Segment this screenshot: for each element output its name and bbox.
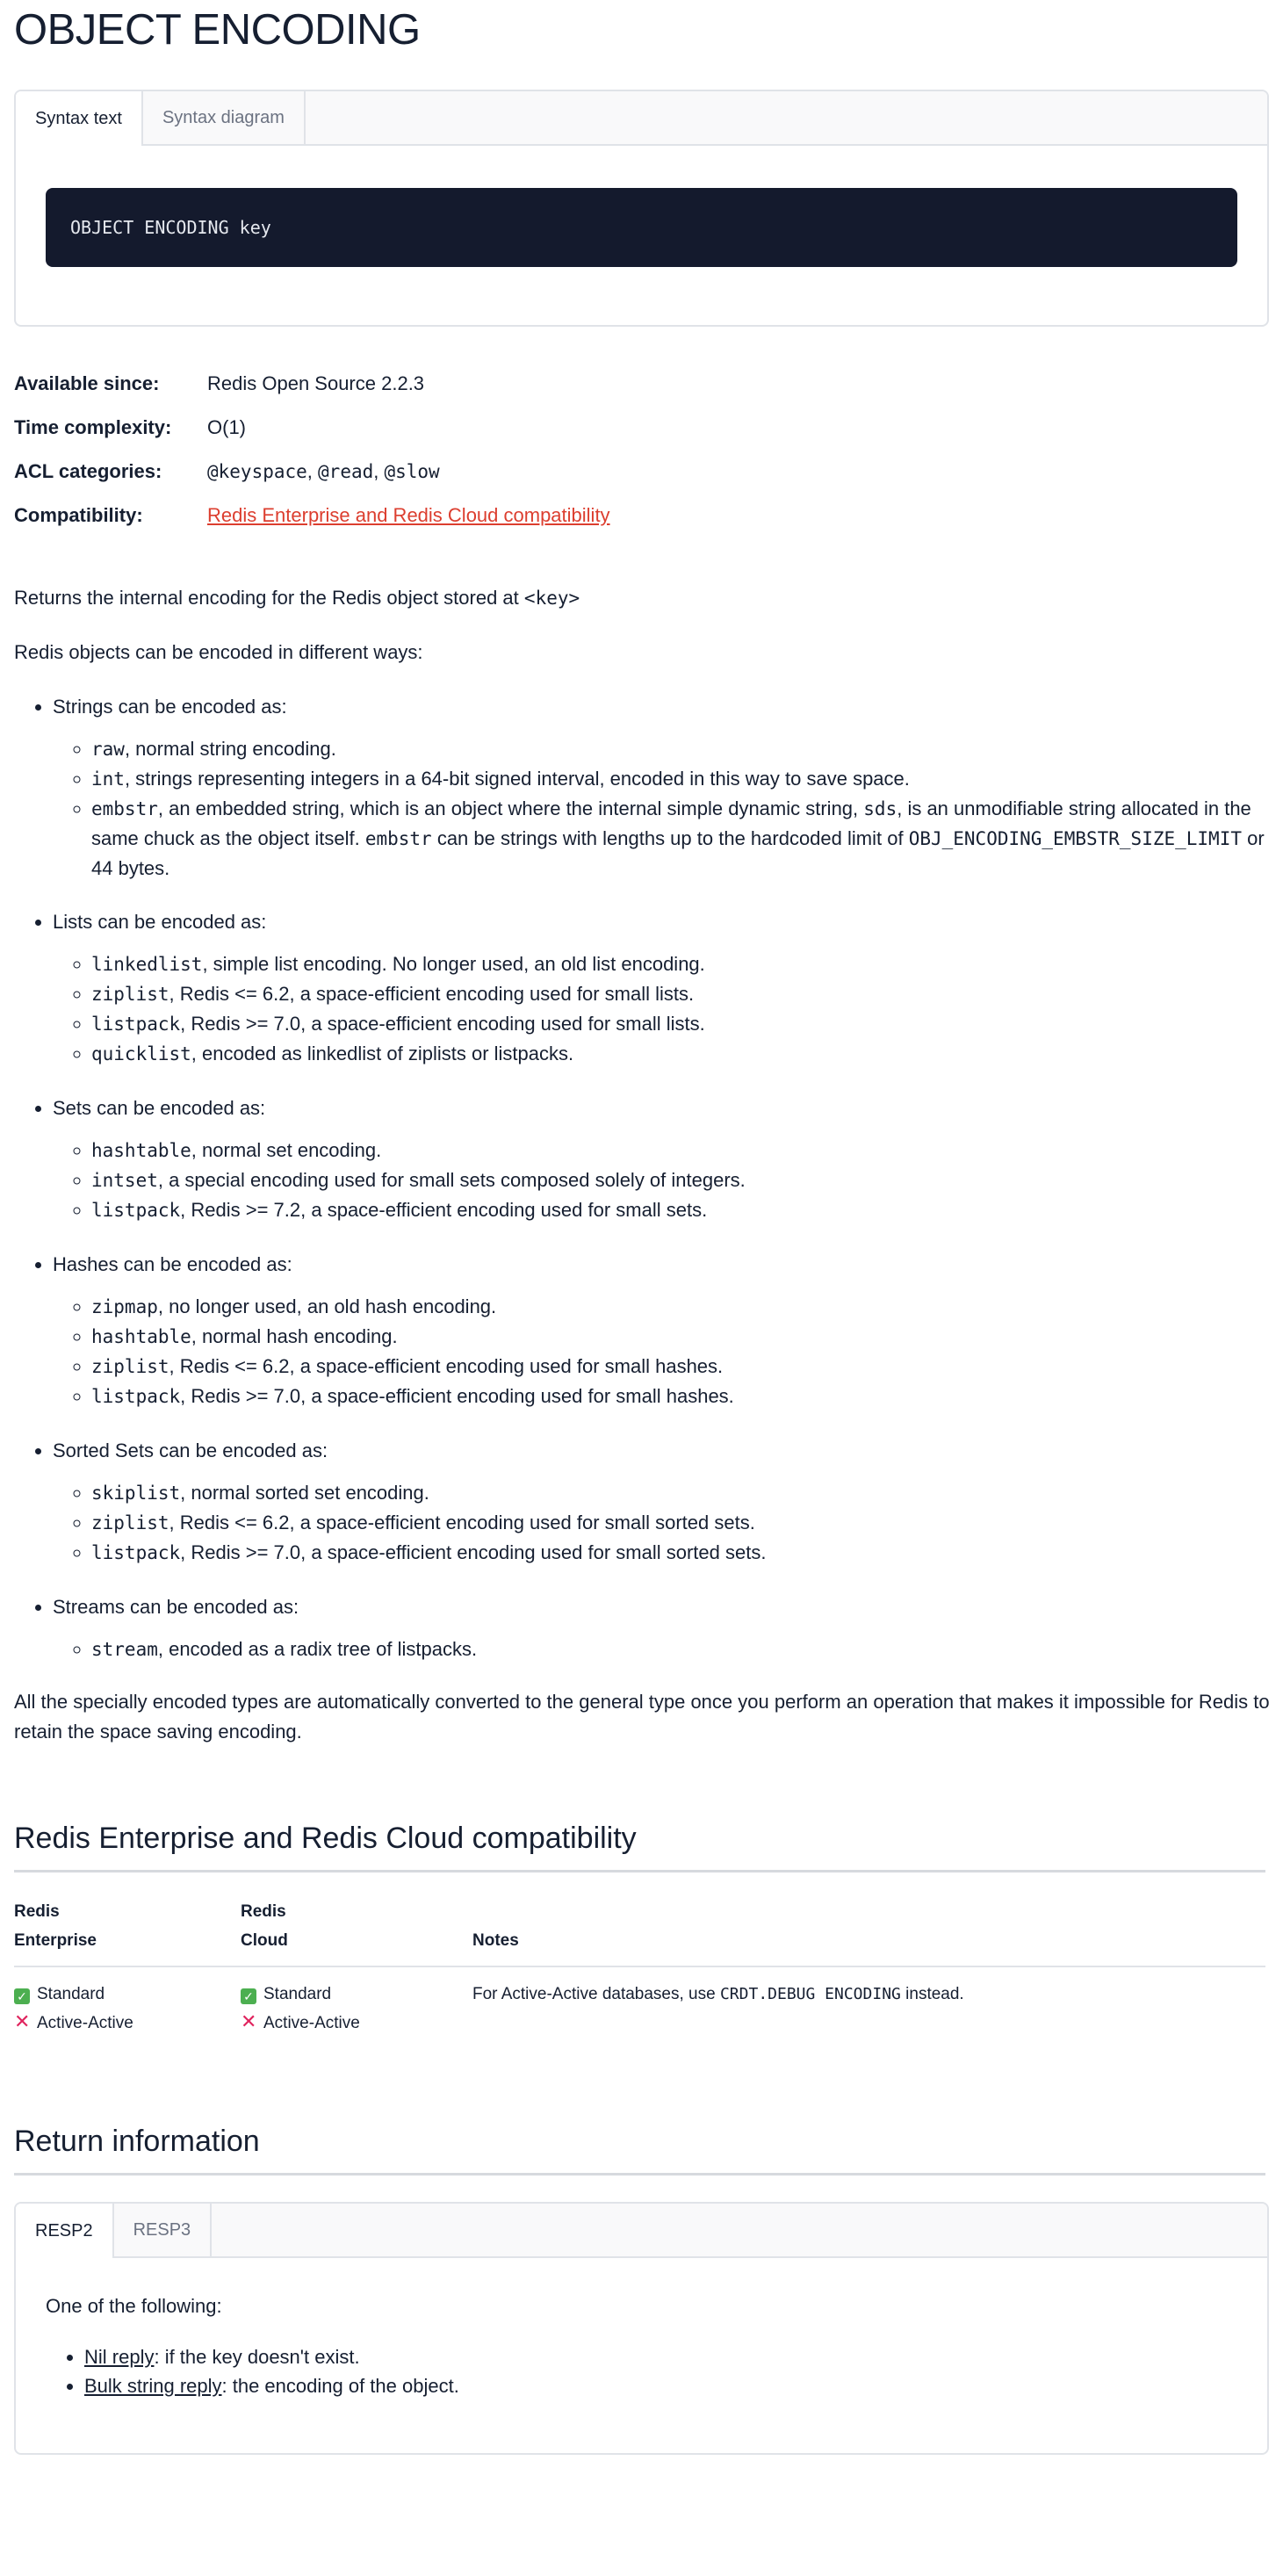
return-desc: : if the key doesn't exist. — [154, 2346, 360, 2368]
encoding-desc: , Redis >= 7.0, a space-efficient encoding used for small hashes. — [180, 1385, 734, 1407]
compat-table — [14, 1890, 1265, 2038]
encoding-code: int — [91, 768, 125, 790]
encoding-desc: , Redis <= 6.2, a space-efficient encoding used for small sorted sets. — [169, 1512, 755, 1533]
return-desc: : the encoding of the object. — [221, 2375, 459, 2397]
cloud-standard: Standard — [263, 1985, 332, 2003]
encoding-desc: , Redis <= 6.2, a space-efficient encoding used for small lists. — [169, 983, 695, 1005]
page-title: OBJECT ENCODING — [14, 6, 421, 54]
nil-reply-link[interactable]: Nil reply — [84, 2346, 155, 2368]
group-strings — [53, 692, 1283, 883]
list-item — [91, 1322, 1283, 1352]
tab-resp3[interactable]: RESP3 — [114, 2204, 213, 2256]
compat-link[interactable]: Redis Enterprise and Redis Cloud compatibility — [207, 504, 610, 526]
tab-resp2[interactable]: RESP2 — [16, 2204, 114, 2258]
note-pre: For Active-Active databases, use — [472, 1985, 716, 2003]
compat-section — [14, 1819, 1283, 2038]
list-item — [84, 2342, 1237, 2371]
group-items — [53, 1478, 1283, 1568]
syntax-code-block: OBJECT ENCODING key — [46, 188, 1237, 267]
list-item — [91, 1039, 1283, 1069]
group-items — [53, 1136, 1283, 1225]
encoding-desc: , normal hash encoding. — [191, 1325, 398, 1347]
encoding-code: skiplist — [91, 1483, 181, 1504]
encoding-code: listpack — [91, 1200, 181, 1221]
encoding-code: hashtable — [91, 1326, 191, 1347]
enterprise-cell — [14, 1966, 241, 2038]
conversion-note: All the specially encoded types are automatically converted to the general type once you perform an operation that makes it impossible for Redis to retain the space saving encoding. — [14, 1691, 1270, 1743]
tab-syntax-diagram[interactable]: Syntax diagram — [143, 91, 306, 144]
meta-row-compat — [14, 494, 1283, 538]
encoding-desc: , encoded as linkedlist of ziplists or listpacks. — [191, 1043, 574, 1064]
tab-syntax-text[interactable]: Syntax text — [16, 91, 143, 146]
encoding-code: quicklist — [91, 1043, 191, 1064]
return-section — [14, 2122, 1283, 2455]
return-intro: One of the following: — [46, 2295, 222, 2317]
group-title: Lists can be encoded as: — [53, 911, 267, 933]
encoding-desc: , normal sorted set encoding. — [180, 1482, 429, 1504]
enterprise-active-active: Active-Active — [37, 2014, 133, 2032]
cross-icon: ✕ — [241, 2010, 257, 2032]
desc1-key-code: <key> — [523, 588, 580, 609]
encoding-desc: , an embedded string, which is an object where the internal simple dynamic string, — [157, 797, 859, 819]
cross-icon: ✕ — [14, 2010, 31, 2032]
acl-keyspace: @keyspace — [207, 461, 307, 482]
group-streams — [53, 1592, 1283, 1664]
available-label: Available since: — [14, 372, 160, 394]
note-post: instead. — [905, 1985, 964, 2003]
col-enterprise-line2: Enterprise — [14, 1931, 97, 1950]
compat-label: Compatibility: — [14, 504, 143, 526]
group-items — [53, 949, 1283, 1069]
col-notes: Notes — [472, 1890, 1265, 1966]
enterprise-standard: Standard — [37, 1985, 105, 2003]
return-content — [16, 2258, 1267, 2453]
encoding-desc: , a special encoding used for small sets composed solely of integers. — [157, 1169, 746, 1191]
encoding-desc: , simple list encoding. No longer used, an old list encoding. — [202, 953, 705, 975]
encoding-code: hashtable — [91, 1140, 191, 1161]
group-title: Sorted Sets can be encoded as: — [53, 1440, 328, 1461]
embstr-code: embstr — [364, 828, 432, 849]
encoding-desc: , no longer used, an old hash encoding. — [157, 1295, 497, 1317]
cloud-active-active: Active-Active — [263, 2014, 360, 2032]
group-sets — [53, 1093, 1283, 1225]
group-items — [53, 1634, 1283, 1664]
list-item — [91, 1195, 1283, 1225]
available-value: Redis Open Source 2.2.3 — [207, 372, 425, 394]
list-item — [91, 764, 1283, 794]
encoding-code: listpack — [91, 1386, 181, 1407]
list-item — [91, 1508, 1283, 1538]
description-intro — [14, 583, 1283, 613]
encoding-code: stream — [91, 1639, 158, 1660]
cloud-cell — [241, 1966, 472, 2038]
list-item — [84, 2371, 1237, 2400]
acl-slow: @slow — [384, 461, 440, 482]
col-enterprise-line1: Redis — [14, 1902, 60, 1921]
group-sorted-sets — [53, 1436, 1283, 1568]
encoding-desc: , Redis >= 7.2, a space-efficient encoding used for small sets. — [180, 1199, 708, 1221]
return-heading: Return information — [14, 2122, 1265, 2176]
description-ways: Redis objects can be encoded in different ways: — [14, 641, 423, 663]
encoding-code: ziplist — [91, 984, 169, 1005]
list-item — [91, 1352, 1283, 1382]
encoding-desc: , normal string encoding. — [124, 738, 336, 760]
list-item — [91, 1009, 1283, 1039]
group-items — [53, 734, 1283, 883]
list-item — [91, 1136, 1283, 1165]
encoding-code: ziplist — [91, 1512, 169, 1533]
list-item — [91, 1165, 1283, 1195]
group-title: Streams can be encoded as: — [53, 1596, 299, 1618]
table-header-row — [14, 1890, 1265, 1966]
acl-read: @read — [318, 461, 374, 482]
encoding-desc: , Redis <= 6.2, a space-efficient encoding used for small hashes. — [169, 1355, 724, 1377]
encoding-desc: or 44 bytes. — [91, 827, 1265, 879]
check-icon: ✓ — [241, 1988, 256, 2004]
col-cloud-line2: Cloud — [241, 1931, 288, 1950]
list-item — [91, 979, 1283, 1009]
notes-cell — [472, 1966, 1265, 2038]
list-item — [91, 1382, 1283, 1411]
encoding-desc: , Redis >= 7.0, a space-efficient encoding used for small lists. — [180, 1013, 705, 1035]
encoding-code: listpack — [91, 1014, 181, 1035]
col-enterprise — [14, 1890, 241, 1966]
meta-row-available — [14, 362, 1283, 406]
encoding-code: ziplist — [91, 1356, 169, 1377]
encoding-code: linkedlist — [91, 954, 203, 975]
encoding-desc: can be strings with lengths up to the hardcoded limit of — [436, 827, 904, 849]
col-cloud-line1: Redis — [241, 1902, 286, 1921]
complexity-value: O(1) — [207, 416, 246, 438]
group-title: Hashes can be encoded as: — [53, 1253, 292, 1275]
desc1-text: Returns the internal encoding for the Redis object stored at — [14, 587, 519, 609]
group-title: Strings can be encoded as: — [53, 696, 287, 718]
encoding-desc: , strings representing integers in a 64-bit signed interval, encoded in this way to save space. — [124, 768, 910, 790]
list-item-embstr — [91, 794, 1283, 883]
command-metadata — [14, 362, 1283, 538]
list-item — [91, 1634, 1283, 1664]
note-code: CRDT.DEBUG ENCODING — [719, 1985, 901, 2003]
return-tabs-panel — [14, 2202, 1269, 2455]
size-limit-code: OBJ_ENCODING_EMBSTR_SIZE_LIMIT — [908, 828, 1242, 849]
check-icon: ✓ — [14, 1988, 30, 2004]
encoding-groups-list — [14, 692, 1283, 1664]
encoding-desc: , is an unmodifiable string allocated in the same chuck as the object itself. — [91, 797, 1251, 849]
group-lists — [53, 907, 1283, 1069]
encoding-desc: , normal set encoding. — [191, 1139, 382, 1161]
list-item — [91, 1478, 1283, 1508]
sds-code: sds — [863, 798, 897, 819]
list-item — [91, 734, 1283, 764]
compat-heading: Redis Enterprise and Redis Cloud compatibility — [14, 1819, 1265, 1872]
encoding-code: raw — [91, 739, 125, 760]
page — [14, 0, 1283, 2455]
bulk-string-reply-link[interactable]: Bulk string reply — [84, 2375, 222, 2397]
return-list — [46, 2342, 1237, 2400]
encoding-desc: , encoded as a radix tree of listpacks. — [157, 1638, 478, 1660]
group-items — [53, 1292, 1283, 1411]
list-item — [91, 1538, 1283, 1568]
acl-label: ACL categories: — [14, 460, 162, 482]
return-tab-bar — [16, 2204, 1267, 2258]
meta-row-complexity — [14, 406, 1283, 450]
encoding-code: embstr — [91, 798, 158, 819]
syntax-tab-bar — [16, 91, 1267, 146]
list-item — [91, 1292, 1283, 1322]
encoding-desc: , Redis >= 7.0, a space-efficient encoding used for small sorted sets. — [180, 1541, 767, 1563]
encoding-code: intset — [91, 1170, 158, 1191]
table-row — [14, 1966, 1265, 2038]
group-title: Sets can be encoded as: — [53, 1097, 266, 1119]
complexity-label: Time complexity: — [14, 416, 172, 438]
acl-values: @keyspace, @read, @slow — [207, 460, 440, 482]
group-hashes — [53, 1250, 1283, 1411]
syntax-tabs-panel — [14, 90, 1269, 327]
col-cloud — [241, 1890, 472, 1966]
encoding-code: zipmap — [91, 1296, 158, 1317]
encoding-code: listpack — [91, 1542, 181, 1563]
list-item — [91, 949, 1283, 979]
meta-row-acl — [14, 450, 1283, 494]
syntax-content — [16, 146, 1267, 325]
